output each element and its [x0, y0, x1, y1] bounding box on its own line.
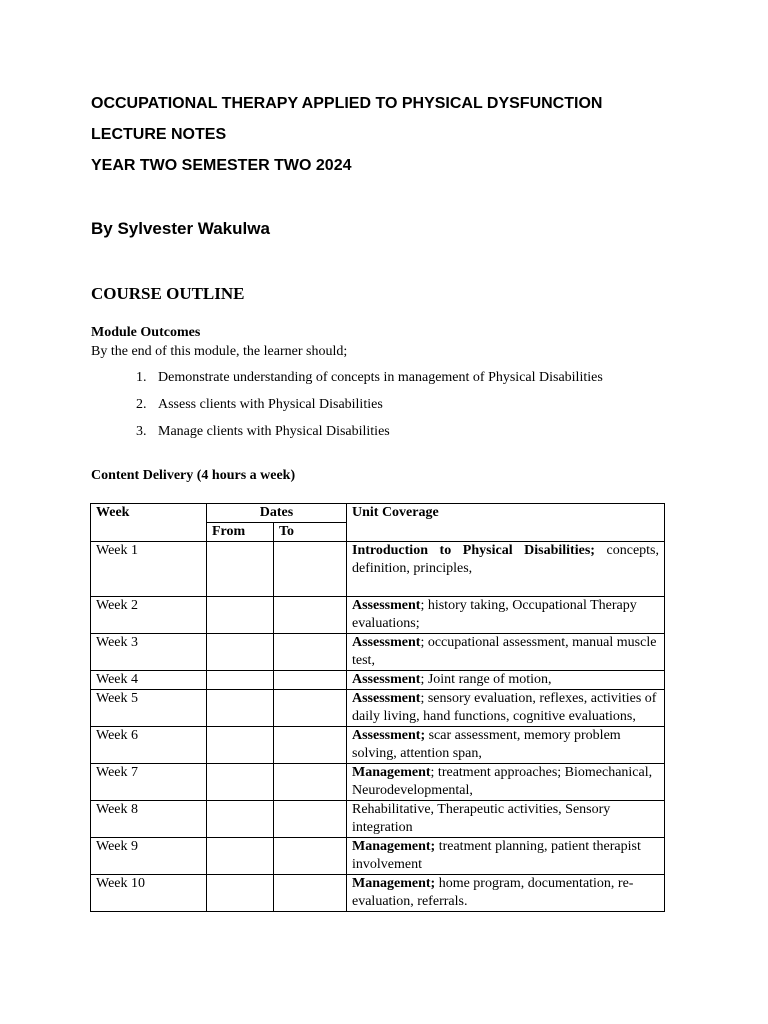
unit-coverage-cell: [347, 801, 665, 838]
outcome-item: [136, 423, 390, 441]
from-cell: [207, 838, 274, 875]
from-cell: [207, 671, 274, 690]
unit-coverage-cell: [347, 727, 665, 764]
table-row: [91, 597, 665, 634]
outcome-text: Demonstrate understanding of concepts in management of Physical Disabilities: [158, 370, 603, 385]
week-cell: Week 7: [91, 764, 207, 801]
document-title-line-1: OCCUPATIONAL THERAPY APPLIED TO PHYSICAL DYSFUNCTION: [91, 95, 603, 112]
to-cell: [274, 634, 347, 671]
week-cell: Week 2: [91, 597, 207, 634]
outcome-number: 3.: [136, 424, 147, 439]
week-cell: Week 6: [91, 727, 207, 764]
unit-topic: Management;: [352, 839, 436, 854]
from-cell: [207, 597, 274, 634]
from-cell: [207, 727, 274, 764]
unit-topic: Assessment;: [352, 728, 426, 743]
unit-details: ; occupational assessment, manual muscle test,: [352, 635, 657, 668]
content-delivery-heading: Content Delivery (4 hours a week): [91, 468, 296, 483]
to-cell: [274, 690, 347, 727]
module-outcomes-heading: Module Outcomes: [91, 325, 201, 340]
to-cell: [274, 764, 347, 801]
unit-topic: Introduction to Physical Disabilities;: [352, 543, 595, 558]
unit-coverage-cell: [347, 597, 665, 634]
unit-details: treatment planning, patient therapist involvement: [352, 839, 641, 872]
week-cell: Week 9: [91, 838, 207, 875]
table-row: [91, 542, 665, 597]
header-unit-coverage: Unit Coverage: [347, 504, 665, 542]
unit-topic: Assessment: [352, 672, 421, 687]
to-cell: [274, 597, 347, 634]
week-cell: Week 4: [91, 671, 207, 690]
unit-details: scar assessment, memory problem solving, attention span,: [352, 728, 621, 761]
table-row: [91, 671, 665, 690]
table-row: [91, 875, 665, 912]
to-cell: [274, 801, 347, 838]
unit-coverage-cell: [347, 690, 665, 727]
unit-coverage-cell: [347, 838, 665, 875]
outcome-number: 2.: [136, 397, 147, 412]
unit-coverage-cell: [347, 875, 665, 912]
week-cell: Week 5: [91, 690, 207, 727]
from-cell: [207, 764, 274, 801]
header-to: To: [274, 523, 347, 542]
table-row: [91, 801, 665, 838]
document-title-line-2: LECTURE NOTES: [91, 126, 227, 143]
unit-topic: Assessment: [352, 691, 421, 706]
unit-coverage-cell: [347, 764, 665, 801]
unit-topic: Assessment: [352, 598, 421, 613]
module-outcomes-intro: By the end of this module, the learner should;: [91, 344, 348, 359]
unit-coverage-cell: [347, 671, 665, 690]
table-row: [91, 764, 665, 801]
week-cell: Week 10: [91, 875, 207, 912]
from-cell: [207, 690, 274, 727]
table-row: [91, 690, 665, 727]
table-row: [91, 634, 665, 671]
from-cell: [207, 542, 274, 597]
week-cell: Week 8: [91, 801, 207, 838]
to-cell: [274, 838, 347, 875]
unit-details: concepts, definition, principles,: [352, 543, 659, 576]
outcome-number: 1.: [136, 370, 147, 385]
author-line: By Sylvester Wakulwa: [91, 219, 270, 238]
from-cell: [207, 634, 274, 671]
unit-topic: Management;: [352, 876, 436, 891]
from-cell: [207, 801, 274, 838]
schedule-table: [90, 503, 665, 912]
unit-topic: Assessment: [352, 635, 421, 650]
outcome-item: [136, 396, 383, 414]
unit-coverage-cell: [347, 542, 665, 597]
unit-details: ; Joint range of motion,: [420, 672, 552, 687]
to-cell: [274, 671, 347, 690]
outcome-text: Assess clients with Physical Disabilities: [158, 397, 383, 412]
unit-details: home program, documentation, re-evaluation, referrals.: [352, 876, 634, 909]
header-dates: Dates: [207, 504, 347, 523]
table-row: [91, 838, 665, 875]
to-cell: [274, 875, 347, 912]
table-row: [91, 727, 665, 764]
unit-details: Rehabilitative, Therapeutic activities, Sensory integration: [352, 802, 611, 835]
to-cell: [274, 727, 347, 764]
outcome-item: [136, 369, 603, 387]
week-cell: Week 3: [91, 634, 207, 671]
course-outline-heading: COURSE OUTLINE: [91, 284, 245, 303]
unit-coverage-cell: [347, 634, 665, 671]
outcome-text: Manage clients with Physical Disabilities: [158, 424, 390, 439]
unit-details: ; sensory evaluation, reflexes, activities of daily living, hand functions, cognitive evaluations,: [352, 691, 657, 724]
unit-details: ; history taking, Occupational Therapy evaluations;: [352, 598, 637, 631]
document-title-line-3: YEAR TWO SEMESTER TWO 2024: [91, 157, 352, 174]
to-cell: [274, 542, 347, 597]
week-cell: Week 1: [91, 542, 207, 597]
header-week: Week: [91, 504, 207, 542]
from-cell: [207, 875, 274, 912]
unit-topic: Management: [352, 765, 431, 780]
table-header-row: [91, 504, 665, 523]
unit-details: ; treatment approaches; Biomechanical, Neurodevelopmental,: [352, 765, 653, 798]
header-from: From: [207, 523, 274, 542]
